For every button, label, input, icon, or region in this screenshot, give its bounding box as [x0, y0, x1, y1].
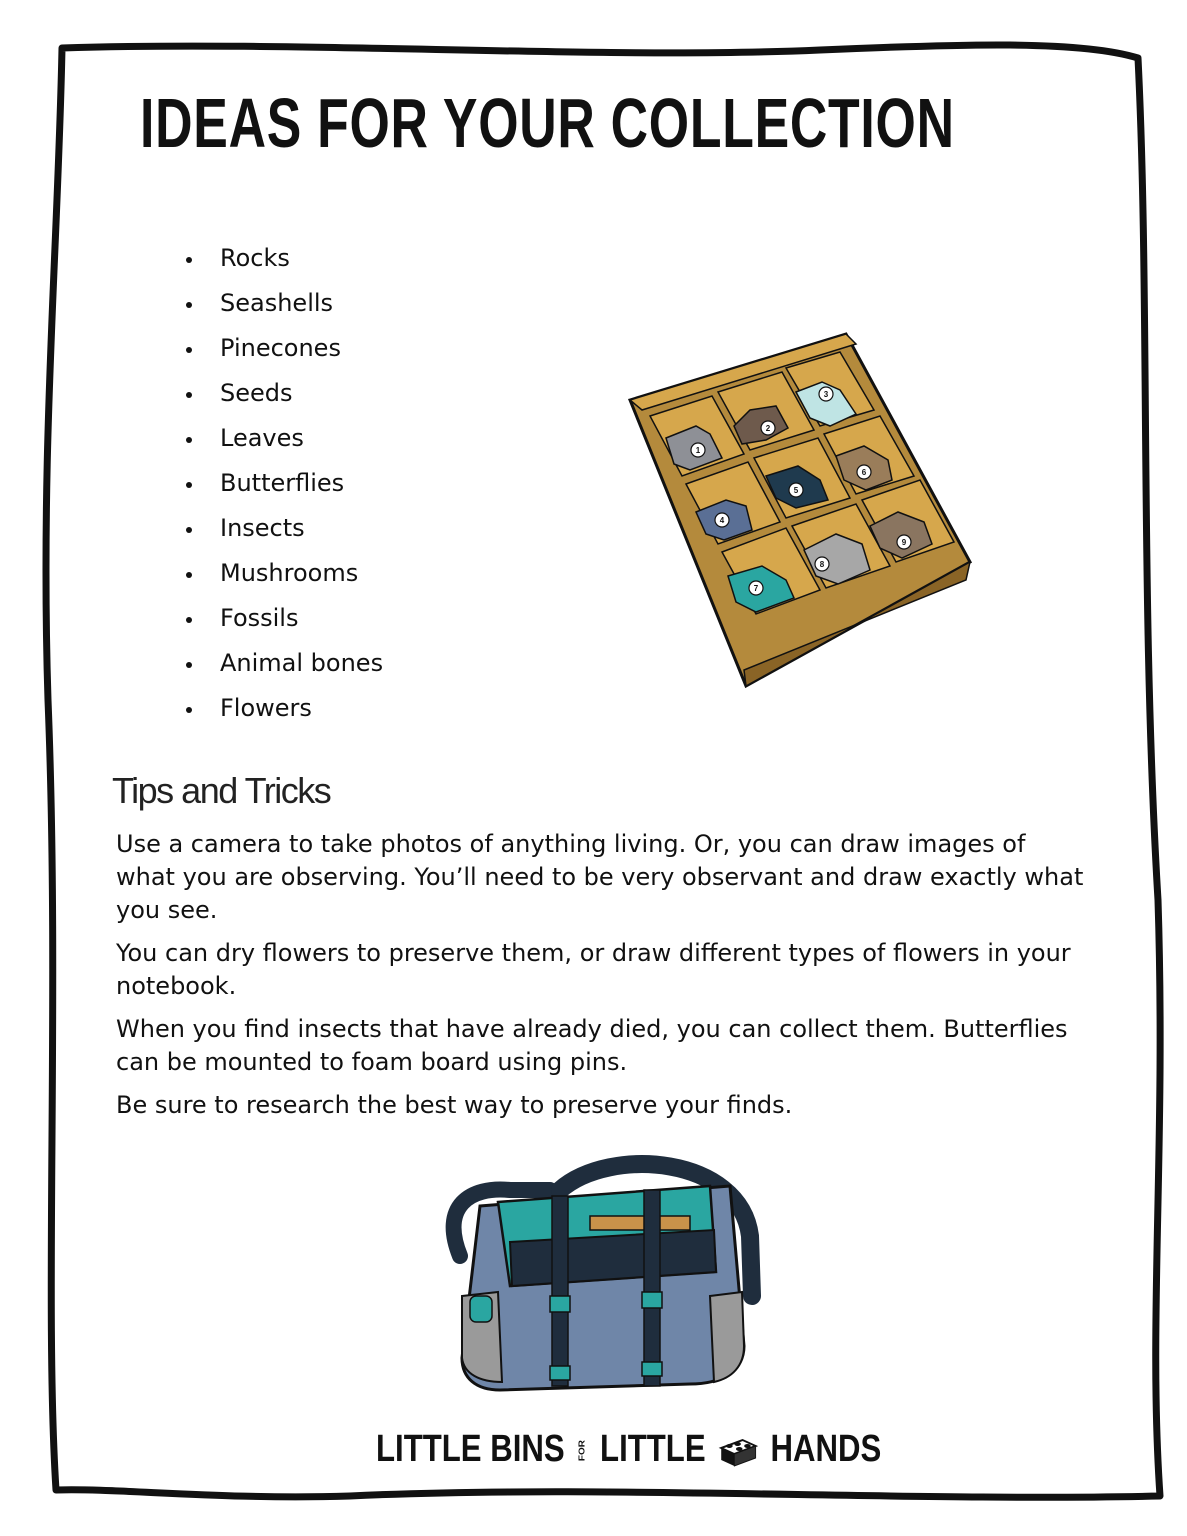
tips-heading: Tips and Tricks	[112, 770, 331, 811]
tips-paragraph: When you find insects that have already died, you can collect them. Butterflies can be mounted to foam board using pins.	[116, 1015, 1068, 1076]
specimen-box-illustration	[626, 330, 972, 690]
list-item: Pinecones	[180, 326, 383, 371]
field-bag-illustration	[440, 1146, 762, 1392]
logo-text: LITTLE	[600, 1428, 706, 1470]
box-number: 2	[765, 424, 771, 433]
list-item: Mushrooms	[180, 551, 383, 596]
box-number: 7	[753, 584, 759, 593]
list-item: Seashells	[180, 281, 383, 326]
logo-text: HANDS	[770, 1428, 882, 1470]
logo-for: FOR	[577, 1440, 587, 1462]
box-number: 3	[823, 390, 829, 399]
list-item: Flowers	[180, 686, 383, 731]
box-number: 9	[901, 538, 907, 547]
logo-text: LITTLE BINS	[376, 1428, 565, 1470]
box-number: 4	[719, 516, 725, 525]
brick-icon	[718, 1434, 759, 1468]
tips-paragraph: Be sure to research the best way to preserve your finds.	[116, 1091, 793, 1119]
list-item: Fossils	[180, 596, 383, 641]
tips-paragraph: Use a camera to take photos of anything living. Or, you can draw images of what you are observing. You’ll need to be very observant and draw exactly what you see.	[116, 830, 1084, 924]
page-title: IDEAS FOR YOUR COLLECTION	[140, 84, 955, 162]
list-item: Insects	[180, 506, 383, 551]
list-item: Leaves	[180, 416, 383, 461]
list-item: Animal bones	[180, 641, 383, 686]
list-item: Rocks	[180, 236, 383, 281]
list-item: Seeds	[180, 371, 383, 416]
tips-section	[116, 828, 1086, 1132]
box-number: 1	[695, 446, 701, 455]
box-number: 8	[819, 560, 825, 569]
tips-paragraph: You can dry flowers to preserve them, or draw different types of flowers in your notebook.	[116, 939, 1071, 1000]
list-item: Butterflies	[180, 461, 383, 506]
brand-logo	[376, 1424, 882, 1474]
box-number: 5	[793, 486, 799, 495]
collection-list	[180, 236, 383, 731]
box-number: 6	[861, 468, 867, 477]
